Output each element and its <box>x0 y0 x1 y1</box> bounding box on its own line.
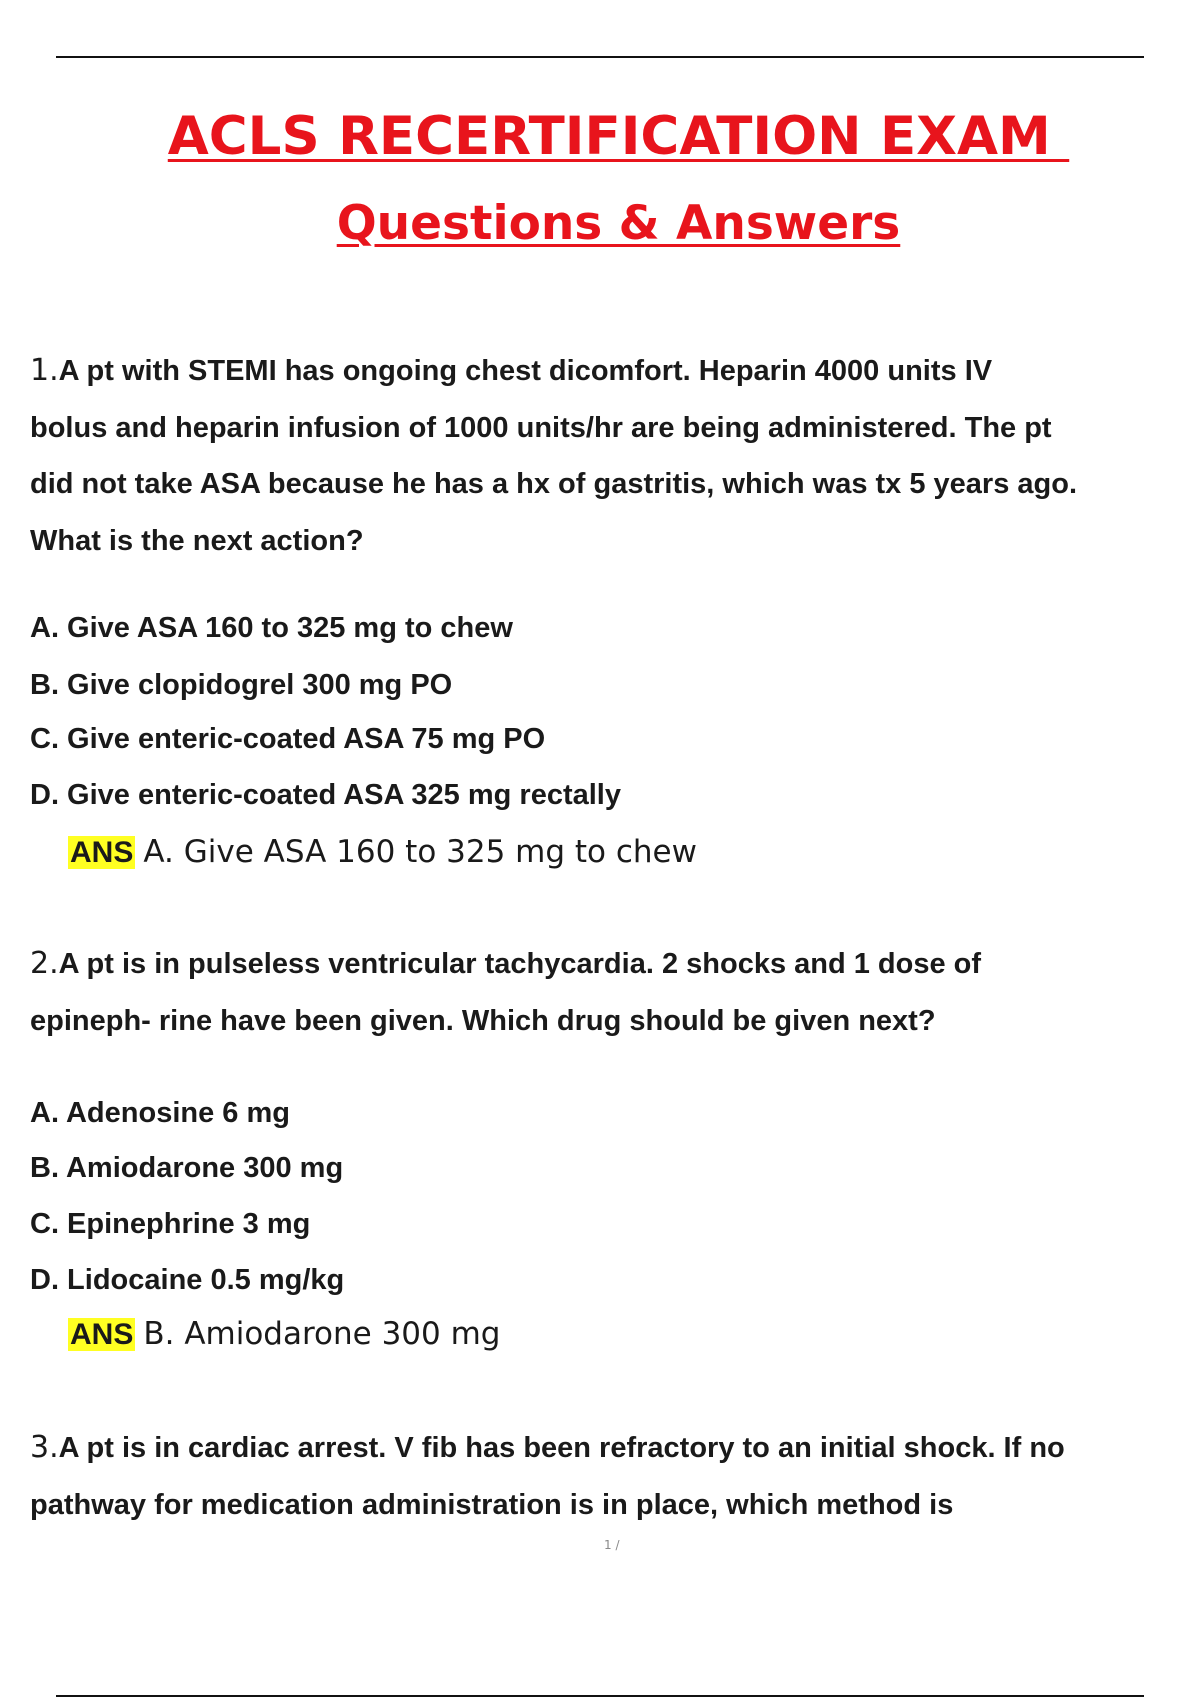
question-1-line-1: 1.A pt with STEMI has ongoing chest dicomfort. Heparin 4000 units IV <box>30 353 993 388</box>
question-3-line-1: 3.A pt is in cardiac arrest. V fib has been refractory to an initial shock. If no <box>30 1430 1065 1465</box>
question-1-line-4: What is the next action? <box>30 524 364 557</box>
answer-tag: ANS <box>70 836 134 869</box>
question-1-option-b: B. Give clopidogrel 300 mg PO <box>30 669 453 701</box>
question-1-option-d: D. Give enteric-coated ASA 325 mg rectally <box>30 779 621 811</box>
question-1-answer-text: A. Give ASA 160 to 325 mg to chew <box>143 834 697 870</box>
answer-tag: ANS <box>70 1318 134 1351</box>
question-3 <box>30 1420 1200 1533</box>
question-2-option-c: C. Epinephrine 3 mg <box>30 1208 311 1240</box>
question-1-number: 1. <box>30 353 59 388</box>
question-2-line-2: epineph- rine have been given. Which drug should be given next? <box>30 1004 936 1037</box>
question-1-option-a: A. Give ASA 160 to 325 mg to chew <box>30 612 513 644</box>
question-2-line-1: 2.A pt is in pulseless ventricular tachycardia. 2 shocks and 1 dose of <box>30 946 982 981</box>
question-2-option-a: A. Adenosine 6 mg <box>30 1097 290 1129</box>
question-1-option-c: C. Give enteric-coated ASA 75 mg PO <box>30 723 546 755</box>
question-2 <box>30 936 1200 1049</box>
question-1-answer <box>68 834 697 870</box>
question-2-option-d: D. Lidocaine 0.5 mg/kg <box>30 1264 345 1296</box>
question-3-number: 3. <box>30 1430 59 1465</box>
question-1-line-3: did not take ASA because he has a hx of gastritis, which was tx 5 years ago. <box>30 468 1078 500</box>
question-1-line-2: bolus and heparin infusion of 1000 units/hr are being administered. The pt <box>30 411 1052 444</box>
question-2-option-b: B. Amiodarone 300 mg <box>30 1152 344 1184</box>
question-1 <box>30 343 1200 569</box>
question-2-number: 2. <box>30 946 59 981</box>
question-2-answer-text: B. Amiodarone 300 mg <box>143 1316 501 1352</box>
document-title: ACLS RECERTIFICATION EXAM <box>167 106 1070 167</box>
bottom-rule <box>56 1695 1144 1697</box>
question-3-line-2: pathway for medication administration is in place, which method is <box>30 1488 954 1521</box>
question-2-answer <box>68 1316 500 1352</box>
page-number: 1 / <box>604 1538 620 1552</box>
top-rule <box>56 56 1144 58</box>
document-subtitle: Questions & Answers <box>336 196 901 251</box>
